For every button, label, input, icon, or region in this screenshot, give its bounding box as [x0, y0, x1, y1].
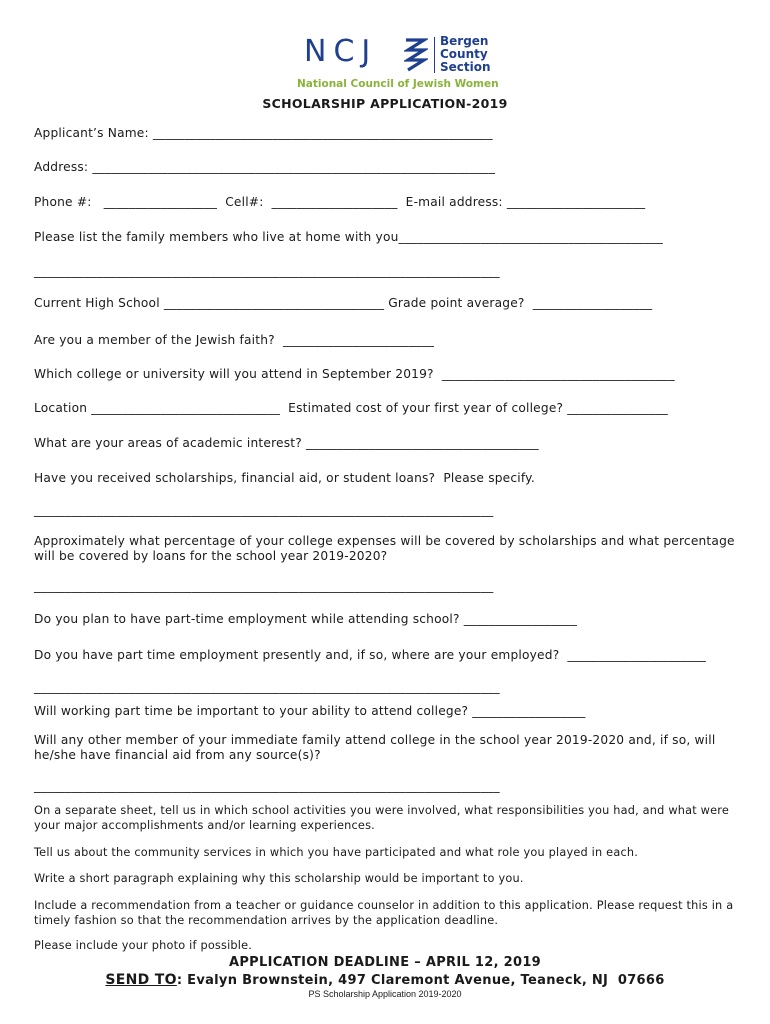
location-cost-field[interactable]: Location ______________________________ Estimated cost of your first year of college? ________________: [34, 401, 668, 415]
part-time-plan-field[interactable]: Do you plan to have part-time employment while attending school? __________________: [34, 612, 578, 626]
family-college-question-line1: Will any other member of your immediate family attend college in the school year 2019-2020 and, if so, will: [34, 733, 716, 747]
part-time-important-field[interactable]: Will working part time be important to your ability to attend college? __________________: [34, 704, 586, 718]
form-title: SCHOLARSHIP APPLICATION-2019: [262, 96, 508, 111]
logo-divider: [434, 37, 435, 73]
family-college-answer-line[interactable]: __________________________________________________________________________: [34, 779, 500, 793]
high-school-gpa-field[interactable]: Current High School ___________________________________ Grade point average? ___________________: [34, 296, 653, 310]
application-deadline: APPLICATION DEADLINE – APRIL 12, 2019: [228, 955, 542, 970]
recommendation-instruction: Include a recommendation from a teacher or guidance counselor in addition to this application. Please request this in a timely fashion so that the recommendation arrives by the application deadline.: [34, 899, 734, 927]
paragraph-instruction: Write a short paragraph explaining why this scholarship would be important to you.: [34, 872, 524, 885]
address-field[interactable]: Address: ________________________________________________________________: [34, 160, 496, 174]
scholarships-question: Have you received scholarships, financial aid, or student loans? Please specify.: [34, 471, 535, 485]
logo-tagline: National Council of Jewish Women: [297, 78, 499, 90]
ncjw-logo: [297, 34, 510, 94]
logo-section-line: County: [440, 47, 488, 61]
part-time-now-field[interactable]: Do you have part time employment presently and, if so, where are your employed? ______________________: [34, 648, 706, 662]
logo-w-glyph: [404, 36, 428, 72]
applicant-name-field[interactable]: Applicant’s Name: ______________________________________________________: [34, 126, 493, 140]
page-footer: PS Scholarship Application 2019-2020: [308, 989, 462, 999]
expenses-question-line2: will be covered by loans for the school year 2019-2020?: [34, 549, 388, 563]
activities-instruction: On a separate sheet, tell us in which school activities you were involved, what responsibilities you had, and what were your major accomplishments and/or learning experiences.: [34, 804, 730, 832]
send-to-address-text: : Evalyn Brownstein, 497 Claremont Avenue, Teaneck, NJ 07666: [176, 973, 665, 988]
college-field[interactable]: Which college or university will you attend in September 2019? _____________________________________: [34, 367, 675, 381]
family-college-question-line2: he/she have financial aid from any source(s)?: [34, 748, 321, 762]
logo-section-line: Bergen: [440, 34, 489, 48]
phone-cell-email-field[interactable]: Phone #: __________________ Cell#: ____________________ E-mail address: ______________________: [34, 195, 646, 209]
scholarships-answer-line[interactable]: _________________________________________________________________________: [34, 503, 494, 517]
logo-section-line: Section: [440, 60, 491, 74]
part-time-now-answer-line[interactable]: __________________________________________________________________________: [34, 680, 500, 694]
expenses-answer-line[interactable]: _________________________________________________________________________: [34, 579, 494, 593]
logo-section-name: [440, 35, 491, 74]
send-to-address: [0, 972, 770, 988]
send-to-label: SEND TO: [105, 972, 177, 988]
photo-instruction: Please include your photo if possible.: [34, 939, 253, 952]
logo-mark: NCJ: [304, 34, 378, 69]
family-members-field[interactable]: Please list the family members who live at home with you__________________________________________: [34, 230, 663, 244]
jewish-faith-field[interactable]: Are you a member of the Jewish faith? ________________________: [34, 333, 435, 347]
community-instruction: Tell us about the community services in which you have participated and what role you played in each.: [34, 846, 639, 859]
family-members-answer-line[interactable]: __________________________________________________________________________: [34, 264, 500, 278]
expenses-question-line1: Approximately what percentage of your college expenses will be covered by scholarships and what percentage: [34, 534, 735, 548]
academic-interest-field[interactable]: What are your areas of academic interest? _____________________________________: [34, 436, 539, 450]
